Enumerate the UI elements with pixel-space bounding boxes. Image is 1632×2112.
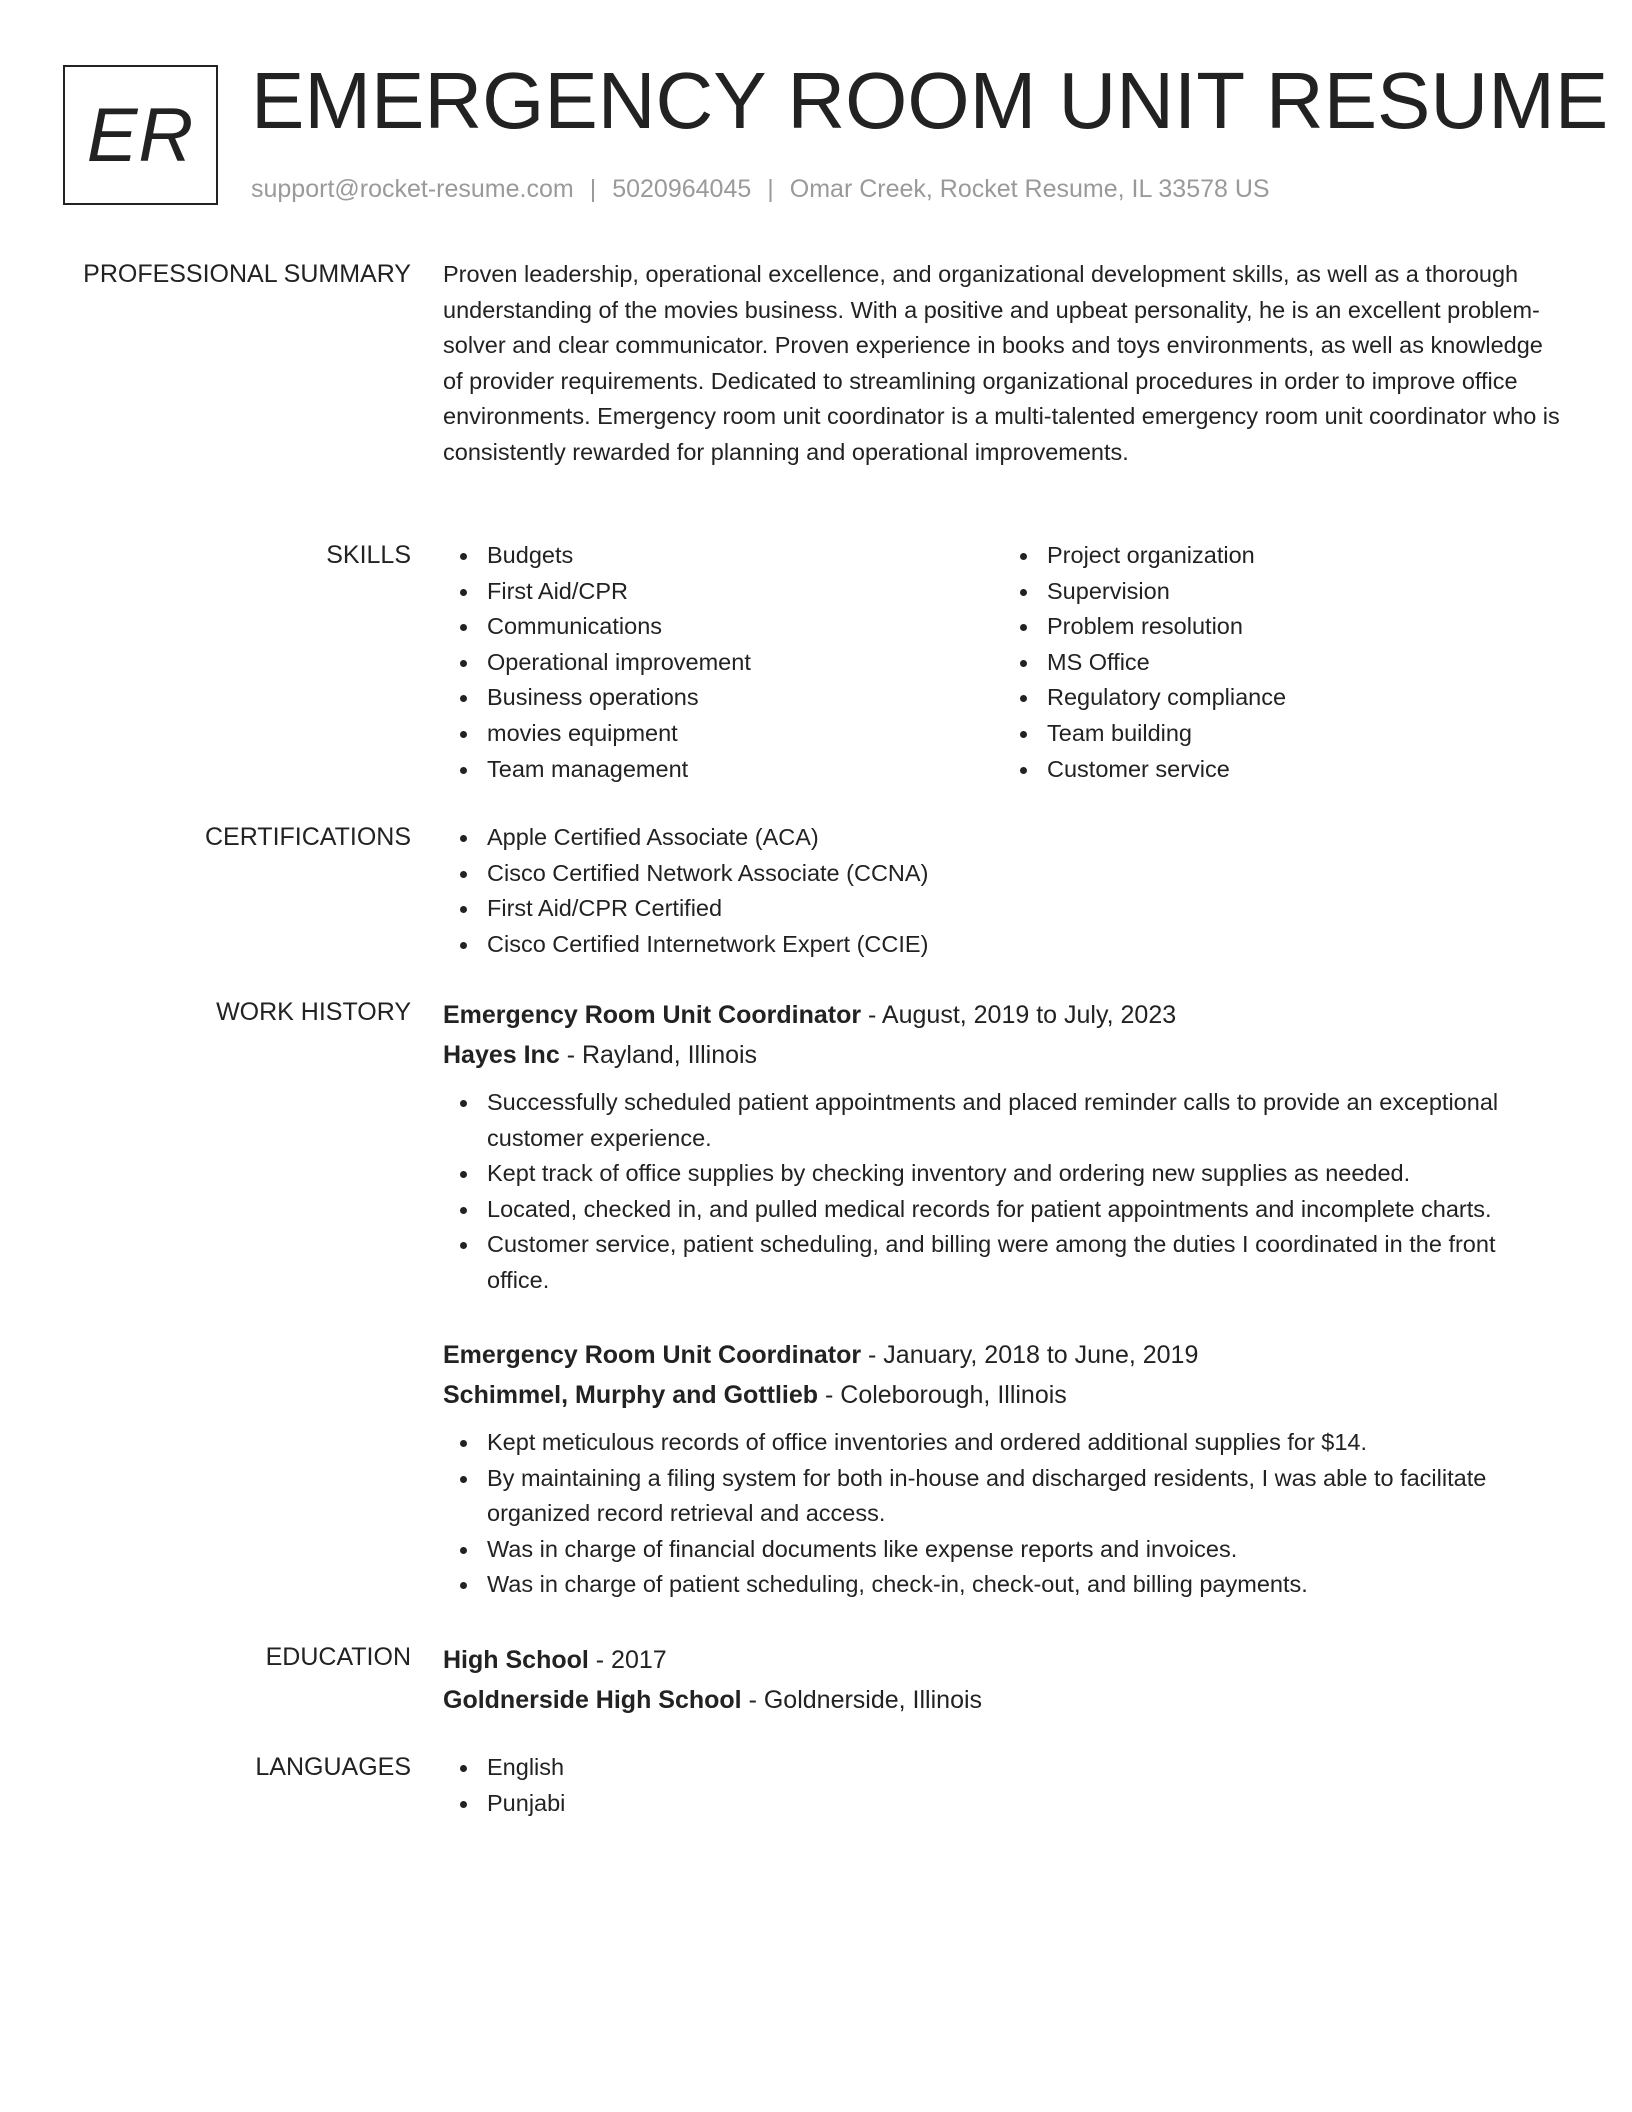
skill-item: Regulatory compliance — [1047, 680, 1563, 716]
job-bullets — [443, 1085, 1563, 1299]
language-item: English — [487, 1750, 1563, 1786]
contact-address: Omar Creek, Rocket Resume, IL 33578 US — [789, 175, 1270, 203]
job-bullets — [443, 1425, 1563, 1603]
work-history-heading: WORK HISTORY — [216, 998, 411, 1026]
skill-item: Communications — [487, 609, 1003, 645]
contact-separator: | — [767, 175, 774, 203]
skill-item: Team building — [1047, 716, 1563, 752]
education-location: - Goldnerside, Illinois — [741, 1686, 983, 1714]
job-bullet: By maintaining a filing system for both in-house and discharged residents, I was able to facilitate organized record retrieval and access. — [487, 1461, 1563, 1532]
summary-text: Proven leadership, operational excellence, and organizational development skills, as well as a thorough understanding of the movies business. With a positive and upbeat personality, he is an excellent problem-solver and clear communicator. Proven experience in books and toys environments, as well as knowledge of provider requirements. Dedicated to streamlining organizational procedures in order to improve office environments. Emergency room unit coordinator is a multi-talented emergency room unit coordinator who is consistently rewarded for planning and operational improvements. — [443, 261, 1560, 465]
education-degree-line — [443, 1640, 1563, 1680]
job-location: - Rayland, Illinois — [559, 1041, 758, 1069]
job-location: - Coleborough, Illinois — [818, 1381, 1067, 1409]
certification-item: Apple Certified Associate (ACA) — [487, 820, 1563, 856]
summary-heading: PROFESSIONAL SUMMARY — [83, 260, 411, 288]
contact-line — [251, 172, 1270, 206]
languages-list — [443, 1750, 1563, 1821]
job-title: Emergency Room Unit Coordinator — [443, 1001, 862, 1029]
job-entry — [443, 1335, 1563, 1603]
page-title: EMERGENCY ROOM UNIT RESUME — [251, 56, 1609, 145]
skill-item: First Aid/CPR — [487, 574, 1003, 610]
skills-heading: SKILLS — [326, 541, 411, 569]
education-year: - 2017 — [588, 1646, 667, 1674]
job-bullet: Was in charge of financial documents like expense reports and invoices. — [487, 1532, 1563, 1568]
job-bullet: Kept meticulous records of office inventories and ordered additional supplies for $14. — [487, 1425, 1563, 1461]
job-bullet: Located, checked in, and pulled medical records for patient appointments and incomplete charts. — [487, 1192, 1563, 1228]
certifications-heading: CERTIFICATIONS — [204, 823, 411, 851]
education-degree: High School — [443, 1646, 589, 1674]
contact-separator: | — [589, 175, 597, 203]
job-bullet: Successfully scheduled patient appointments and placed reminder calls to provide an exceptional customer experience. — [487, 1085, 1563, 1156]
skill-item: Budgets — [487, 538, 1003, 574]
education-heading: EDUCATION — [265, 1643, 411, 1671]
certification-item: Cisco Certified Internetwork Expert (CCIE) — [487, 927, 1563, 963]
job-title: Emergency Room Unit Coordinator — [443, 1341, 862, 1369]
job-company: Hayes Inc — [443, 1041, 560, 1069]
skills-list-right — [1003, 538, 1563, 787]
certifications-content — [443, 820, 1563, 962]
monogram-logo: ER — [63, 65, 218, 205]
summary-content — [443, 257, 1563, 471]
languages-content — [443, 1750, 1563, 1821]
education-school-line — [443, 1680, 1563, 1720]
certification-item: First Aid/CPR Certified — [487, 891, 1563, 927]
skills-list-left — [443, 538, 1003, 787]
contact-email: support@rocket-resume.com — [251, 175, 574, 203]
job-bullet: Customer service, patient scheduling, and billing were among the duties I coordinated in the front office. — [487, 1227, 1563, 1298]
contact-phone: 5020964045 — [612, 175, 752, 203]
job-bullet: Was in charge of patient scheduling, check-in, check-out, and billing payments. — [487, 1567, 1563, 1603]
skill-item: MS Office — [1047, 645, 1563, 681]
skills-grid — [443, 538, 1563, 787]
job-dates: - January, 2018 to June, 2019 — [861, 1341, 1199, 1369]
job-entry — [443, 995, 1563, 1299]
skill-item: Problem resolution — [1047, 609, 1563, 645]
job-dates: - August, 2019 to July, 2023 — [861, 1001, 1177, 1029]
skill-item: Supervision — [1047, 574, 1563, 610]
education-school: Goldnerside High School — [443, 1686, 742, 1714]
job-title-line — [443, 995, 1563, 1035]
certification-item: Cisco Certified Network Associate (CCNA) — [487, 856, 1563, 892]
job-company-line — [443, 1375, 1563, 1415]
skill-item: Team management — [487, 752, 1003, 788]
skill-item: Operational improvement — [487, 645, 1003, 681]
skill-item: Customer service — [1047, 752, 1563, 788]
job-title-line — [443, 1335, 1563, 1375]
job-company-line — [443, 1035, 1563, 1075]
languages-heading: LANGUAGES — [255, 1753, 411, 1781]
skill-item: movies equipment — [487, 716, 1003, 752]
skill-item: Business operations — [487, 680, 1003, 716]
certifications-list — [443, 820, 1563, 962]
job-bullet: Kept track of office supplies by checking inventory and ordering new supplies as needed. — [487, 1156, 1563, 1192]
job-company: Schimmel, Murphy and Gottlieb — [443, 1381, 819, 1409]
language-item: Punjabi — [487, 1786, 1563, 1822]
skill-item: Project organization — [1047, 538, 1563, 574]
education-content — [443, 1640, 1563, 1720]
